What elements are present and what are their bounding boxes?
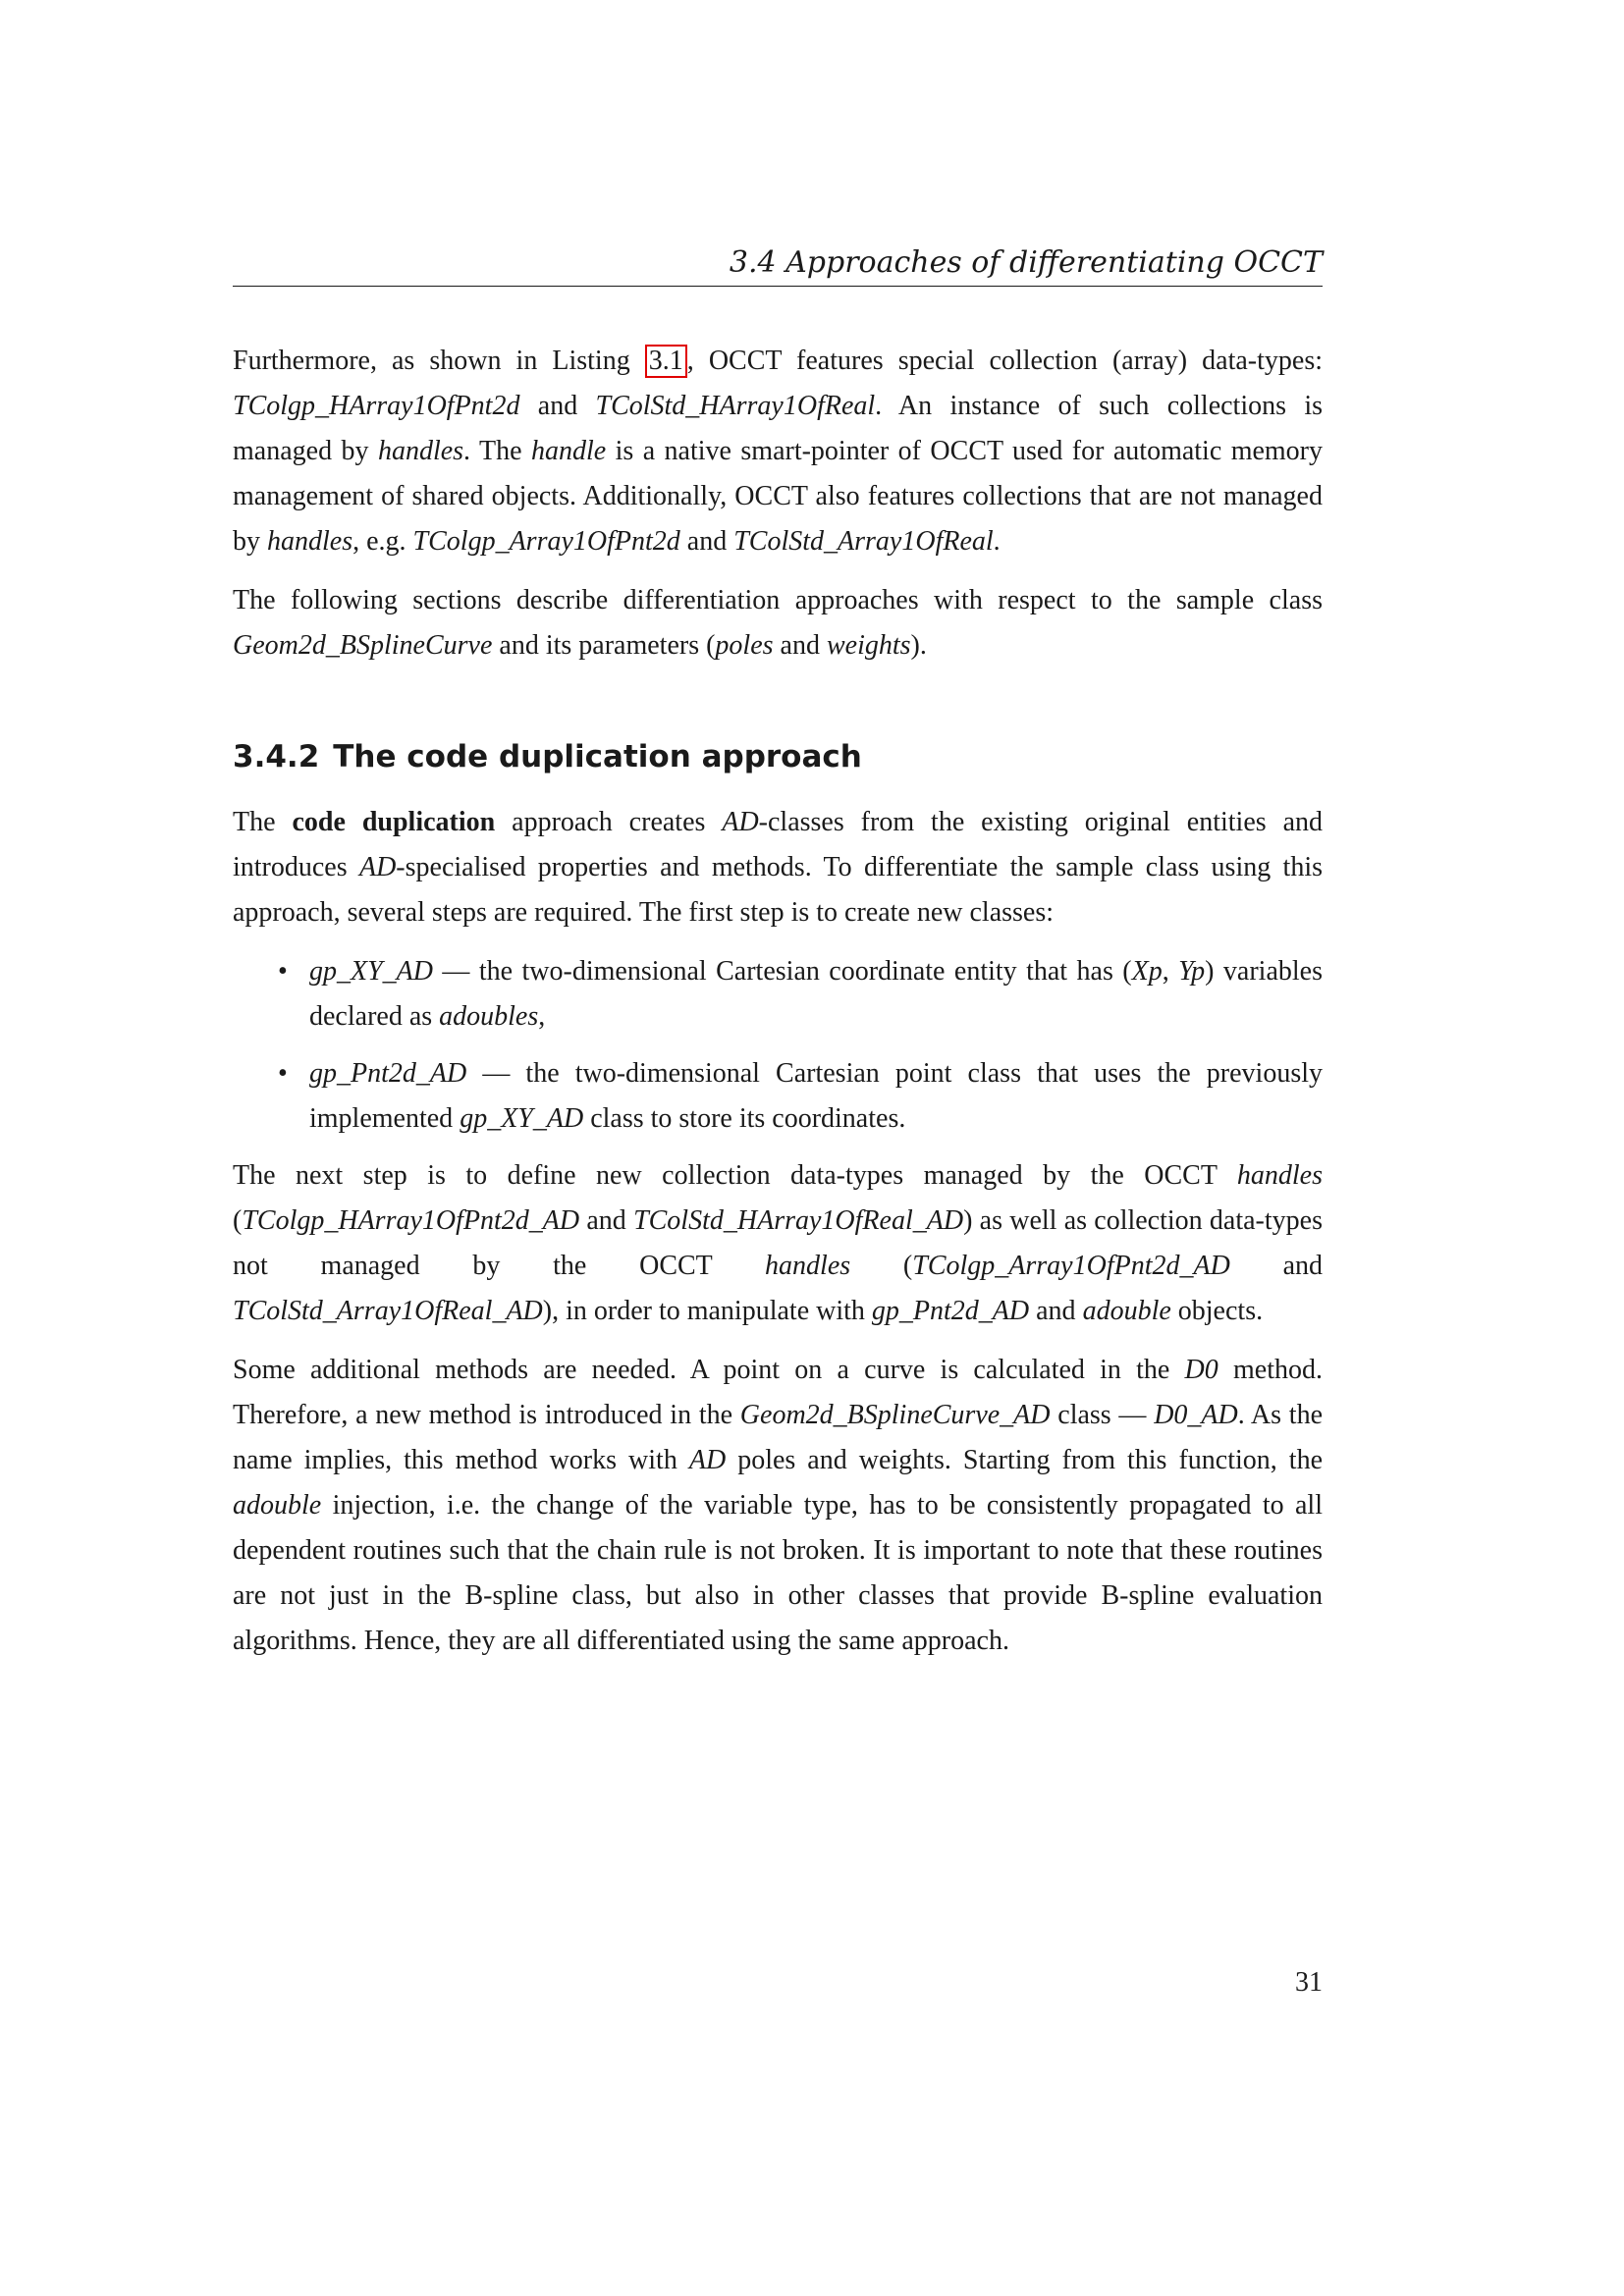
paragraph-code-duplication: The code duplication approach creates AD-classes from the existing original entities and introduces AD-specialised properties and methods. To differentiate the sample class using this approach, several steps are required. The first step is to create new classes: (233, 807, 1324, 928)
paragraph-additional-methods: Some additional methods are needed. A point on a curve is calculated in the D0 method. Therefore, a new method is introduced in the Geom2d_BSplineCurve_AD class — D0_AD. As the name implies, this method works with AD poles and weights. Starting from this function, the adouble injection, i.e. the change of the variable type, has to be consistently propagated to all dependent routines such that the chain rule is not broken. It is important to note that these routines are not just in the B-spline class, but also in other classes that provide B-spline evaluation algorithms. Hence, they are all differentiated using the same approach. (233, 1355, 1324, 1656)
listing-reference-link[interactable]: 3.1 (645, 345, 687, 378)
paragraph-collections: Furthermore, as shown in Listing 3.1 , OCCT features special collection (array) data-types: TColgp_HArray1OfPnt2d and TColStd_HArray1OfReal. An instance of such collections is managed by handles. The handle is a native smart-pointer of OCCT used for automatic memory management of shared objects. Additionally, OCCT also features collections that are not managed by handles, e.g. TColgp_Array1OfPnt2d and TColStd_Array1OfReal. (233, 346, 1324, 557)
bullet-icon: • (278, 956, 288, 987)
paragraph-sections-overview: The following sections describe differentiation approaches with respect to the sample class Geom2d_BSplineCurve and its parameters (poles and weights). (233, 585, 1323, 661)
list-item: • gp_Pnt2d_AD — the two-dimensional Cartesian point class that uses the previously implemented gp_XY_AD class to store its coordinates. (233, 1051, 1323, 1142)
list-item: • gp_XY_AD — the two-dimensional Cartesian coordinate entity that has (Xp, Yp) variables declared as adoubles, (233, 949, 1323, 1040)
section-heading (233, 737, 1323, 776)
page-number: 31 (1295, 1967, 1323, 1998)
paragraph-collection-types: The next step is to define new collection data-types managed by the OCCT handles (TColgp_HArray1OfPnt2d_AD and TColStd_HArray1OfReal_AD) as well as collection data-types not managed by the OCCT handles (TColgp_Array1OfPnt2d_AD and TColStd_Array1OfReal_AD), in order to manipulate with gp_Pnt2d_AD and adouble objects. (233, 1160, 1324, 1326)
section-number: 3.4.2 (233, 739, 320, 774)
page-body (233, 339, 1323, 1678)
new-classes-list (233, 949, 1323, 1142)
running-header: 3.4 Approaches of differentiating OCCT (729, 245, 1323, 280)
header-rule (233, 286, 1323, 287)
section-title: The code duplication approach (333, 739, 862, 774)
bullet-icon: • (278, 1058, 288, 1089)
